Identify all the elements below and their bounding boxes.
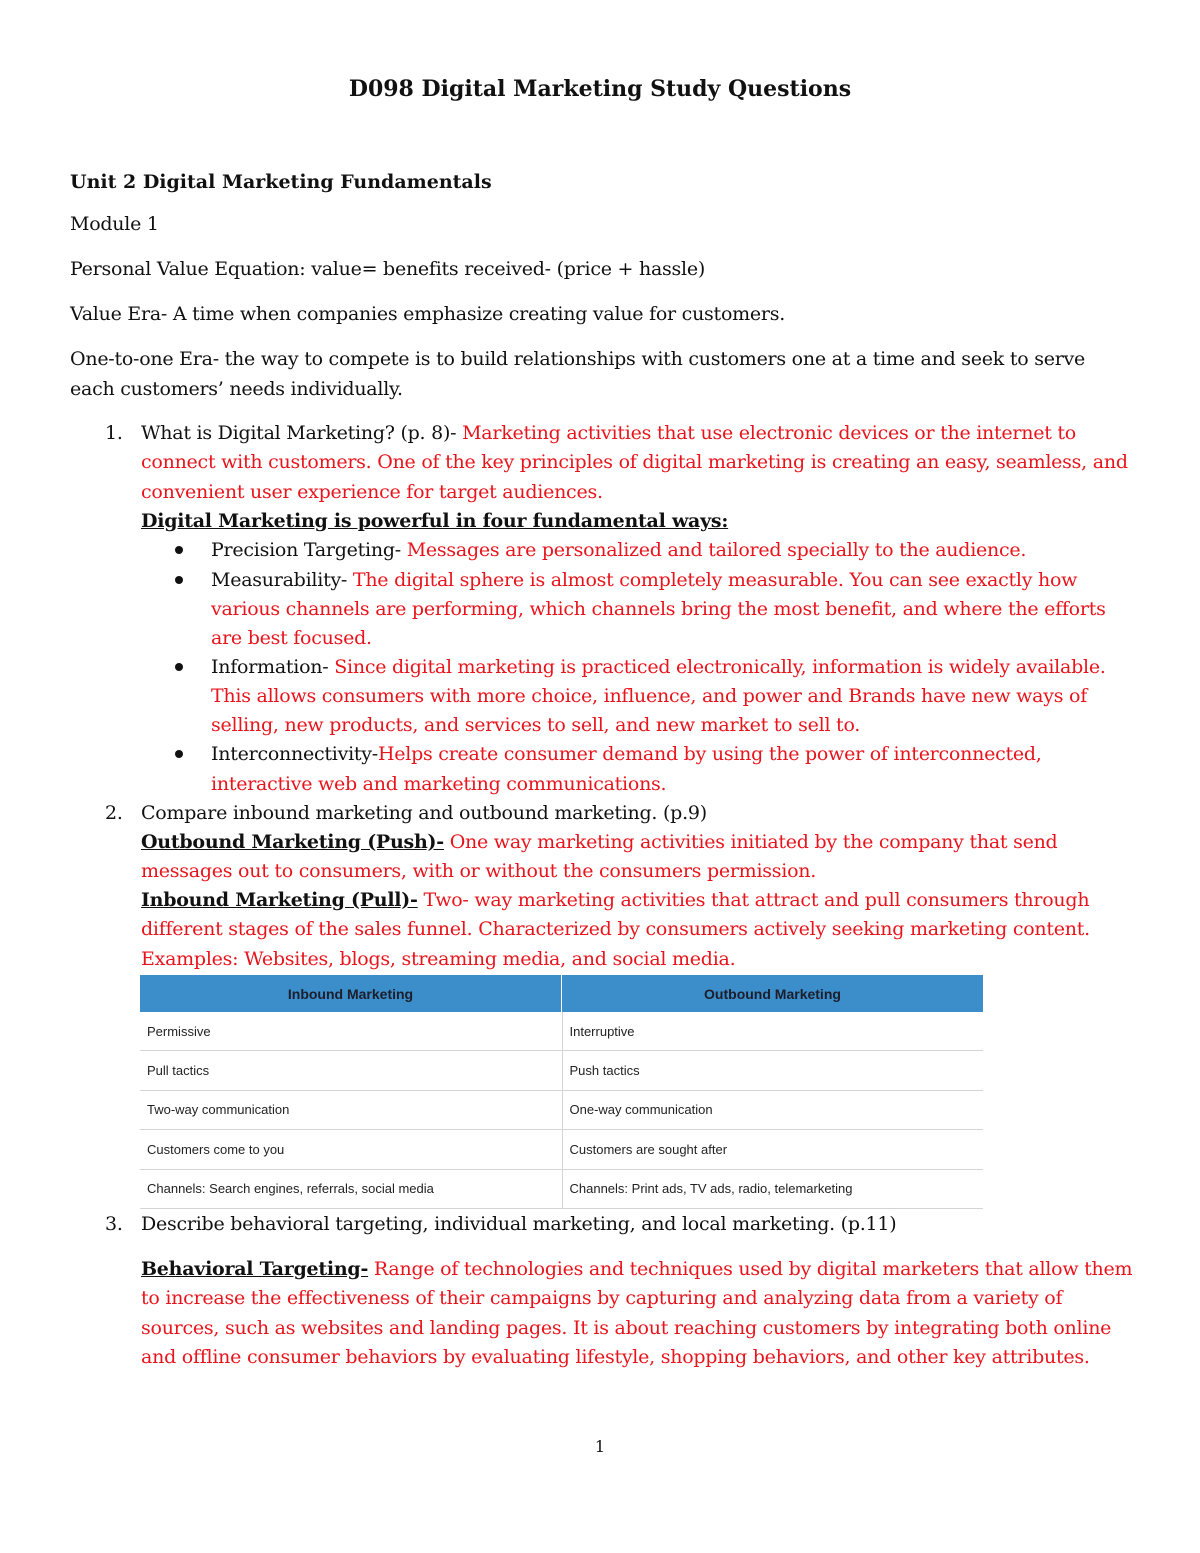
table-cell: Push tactics: [562, 1051, 984, 1089]
module-label: Module 1: [70, 213, 159, 235]
table-row: [140, 1170, 983, 1209]
bullet-measurability-line3: are best focused.: [211, 627, 372, 649]
q1-answer-3: convenient user experience for target audiences.: [141, 481, 603, 503]
bullet-icon: [175, 576, 183, 584]
table-cell: Interruptive: [562, 1012, 984, 1050]
bullet-label: Interconnectivity-: [211, 743, 378, 765]
bullet-information-line2: This allows consumers with more choice, influence, and power and Brands have new ways of: [211, 685, 1088, 707]
document-title: D098 Digital Marketing Study Questions: [348, 76, 852, 102]
bullet-icon: [175, 546, 183, 554]
value-era: Value Era- A time when companies emphasize creating value for customers.: [70, 303, 786, 325]
bullet-text: Helps create consumer demand by using the power of interconnected,: [377, 743, 1042, 765]
one-to-one-era-line1: One-to-one Era- the way to compete is to build relationships with customers one at a time and seek to serve: [70, 348, 1086, 370]
table-row: [140, 1012, 983, 1051]
list-number-3: 3.: [105, 1213, 123, 1235]
q1-line1: [141, 424, 1076, 443]
outbound-text: One way marketing activities initiated by the company that send: [443, 831, 1058, 853]
inbound-line3: Examples: Websites, blogs, streaming media, and social media.: [141, 948, 736, 970]
q1-question: What is Digital Marketing? (p. 8)-: [141, 422, 457, 444]
bullet-text: Messages are personalized and tailored specially to the audience.: [400, 539, 1027, 561]
table-cell: Customers come to you: [147, 1141, 285, 1157]
bullet-measurability: [211, 571, 1077, 590]
unit-heading: Unit 2 Digital Marketing Fundamentals: [70, 171, 492, 193]
list-number-1: 1.: [105, 422, 123, 444]
inbound-outbound-table: [140, 975, 983, 1209]
outbound-line1: [141, 833, 1057, 852]
behavioral-text: Range of technologies and techniques used by digital marketers that allow them: [368, 1258, 1133, 1280]
bullet-label: Information-: [211, 656, 329, 678]
behavioral-line1: [141, 1260, 1132, 1279]
table-header: [140, 975, 983, 1012]
bullet-label: Measurability-: [211, 569, 348, 591]
bullet-interconnectivity-line2: interactive web and marketing communications.: [211, 773, 667, 795]
inbound-line1: [141, 891, 1089, 910]
bullet-text: Since digital marketing is practiced electronically, information is widely available.: [328, 656, 1106, 678]
bullet-text: The digital sphere is almost completely measurable. You can see exactly how: [347, 569, 1078, 591]
table-cell: One-way communication: [562, 1091, 984, 1129]
behavioral-line3: sources, such as websites and landing pages. It is about reaching customers by integrating both online: [141, 1317, 1112, 1339]
table-cell: Two-way communication: [147, 1102, 290, 1118]
table-row: [140, 1130, 983, 1169]
bullet-icon: [175, 750, 183, 758]
bullet-information-line3: selling, new products, and services to sell, and new market to sell to.: [211, 714, 861, 736]
value-equation: Personal Value Equation: value= benefits received- (price + hassle): [70, 258, 706, 280]
bullet-precision-targeting: [211, 541, 1026, 560]
inbound-line2: different stages of the sales funnel. Characterized by consumers actively seeking marketing content.: [141, 918, 1090, 940]
table-cell: Permissive: [147, 1023, 211, 1039]
behavioral-label: Behavioral Targeting-: [141, 1258, 369, 1280]
table-cell: Channels: Print ads, TV ads, radio, telemarketing: [562, 1170, 984, 1208]
table-row: [140, 1051, 983, 1090]
bullet-measurability-line2: various channels are performing, which channels bring the most benefit, and where the efforts: [211, 598, 1106, 620]
page-number: 1: [594, 1437, 606, 1456]
outbound-line2: messages out to consumers, with or without the consumers permission.: [141, 860, 817, 882]
outbound-label: Outbound Marketing (Push)-: [141, 831, 444, 853]
bullet-information: [211, 658, 1106, 677]
q1-subheading: Digital Marketing is powerful in four fundamental ways:: [141, 510, 729, 532]
behavioral-line4: and offline consumer behaviors by evaluating lifestyle, shopping behaviors, and other key attributes.: [141, 1346, 1090, 1368]
q2-question: Compare inbound marketing and outbound marketing. (p.9): [141, 802, 707, 824]
inbound-text: Two- way marketing activities that attract and pull consumers through: [417, 889, 1090, 911]
table-cell: Pull tactics: [147, 1063, 210, 1079]
header-inbound: Inbound Marketing: [287, 985, 414, 1002]
one-to-one-era-line2: each customers’ needs individually.: [70, 378, 403, 400]
bullet-icon: [175, 663, 183, 671]
q1-answer-2: connect with customers. One of the key principles of digital marketing is creating an easy, seamless, and: [141, 451, 1128, 473]
inbound-label: Inbound Marketing (Pull)-: [141, 889, 418, 911]
table-cell: Customers are sought after: [562, 1130, 984, 1168]
behavioral-line2: to increase the effectiveness of their campaigns by capturing and analyzing data from a variety of: [141, 1287, 1063, 1309]
table-cell: Channels: Search engines, referrals, social media: [147, 1181, 434, 1197]
table-row: [140, 1091, 983, 1130]
bullet-label: Precision Targeting-: [211, 539, 401, 561]
bullet-interconnectivity: [211, 745, 1042, 764]
q1-answer-1: Marketing activities that use electronic devices or the internet to: [456, 422, 1076, 444]
header-outbound: Outbound Marketing: [561, 975, 983, 1012]
list-number-2: 2.: [105, 802, 123, 824]
q3-question: Describe behavioral targeting, individual marketing, and local marketing. (p.11): [141, 1213, 897, 1235]
